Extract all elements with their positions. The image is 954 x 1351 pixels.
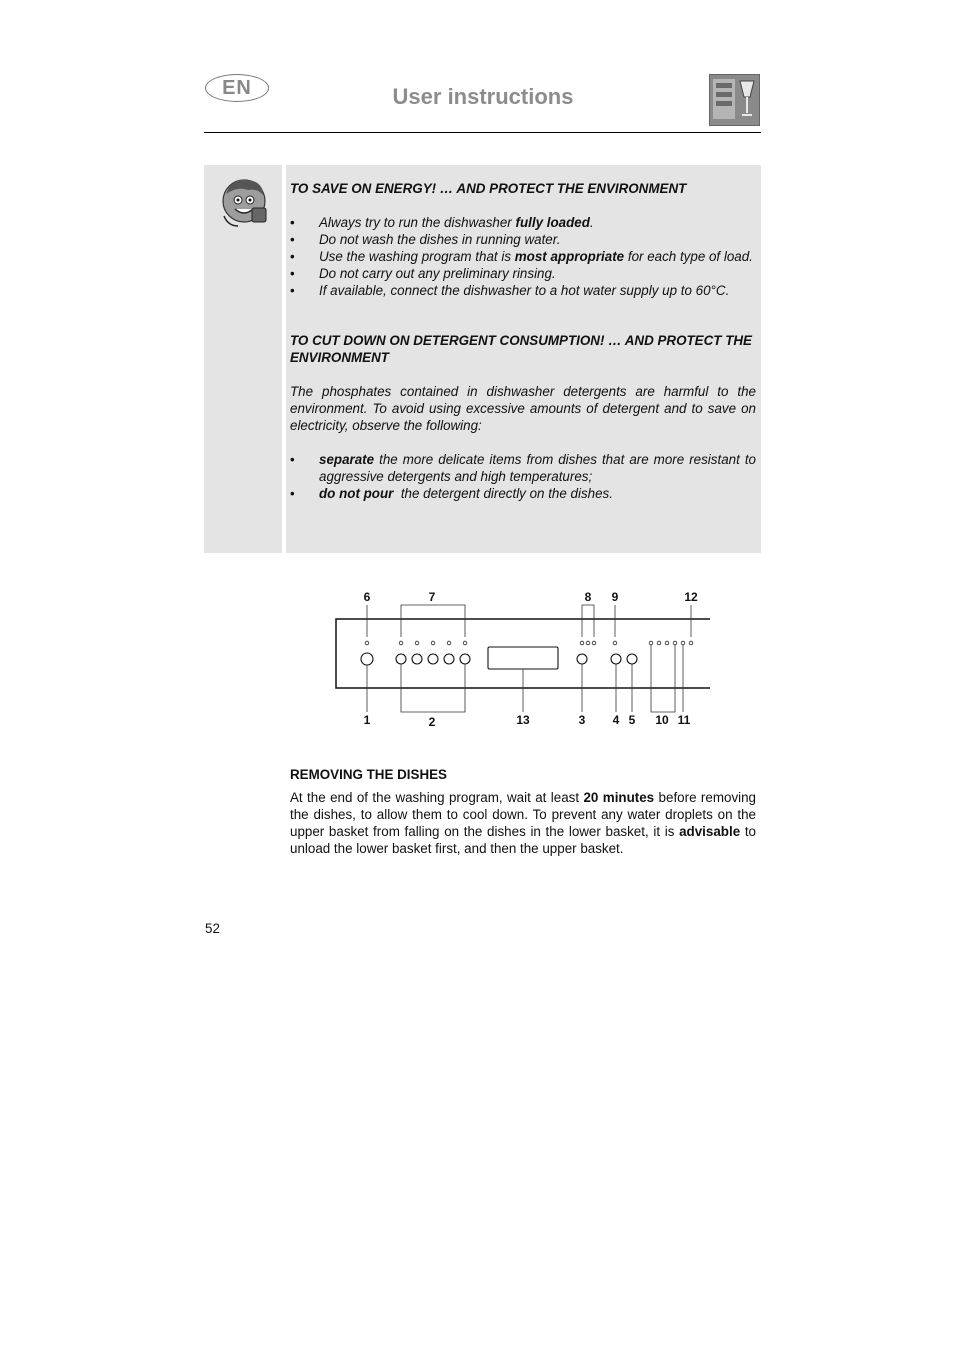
label-5: 5: [628, 713, 636, 727]
led-row-top: [365, 641, 693, 645]
detergent-list: [290, 451, 756, 502]
list-item: • Do not wash the dishes in running water.: [290, 231, 756, 248]
display-window: [488, 647, 558, 669]
removing-dishes-section: [290, 766, 756, 857]
detergent-intro: The phosphates contained in dishwasher detergents are harmful to the environment. To avoid using excessive amounts of detergent and to save on electricity, observe the following:: [290, 384, 756, 433]
label-2: 2: [428, 715, 436, 729]
label-9: 9: [611, 590, 619, 604]
energy-list: [290, 214, 756, 299]
removing-body: At the end of the washing program, wait at least 20 minutes before removing the dishes, to allow them to cool down. To prevent any water droplets on the upper basket from falling on the dishes in the lower basket, it is advisable to unload the lower basket first, and then the upper basket.: [290, 790, 757, 856]
label-11: 11: [677, 713, 691, 727]
label-3: 3: [578, 713, 586, 727]
list-item: • Use the washing program that is most appropriate for each type of load.: [290, 248, 756, 265]
dishwasher-photo-icon: [709, 74, 760, 126]
page-number: 52: [205, 921, 220, 936]
energy-tips-panel: [286, 165, 761, 553]
list-item: • Do not carry out any preliminary rinsing.: [290, 265, 756, 282]
language-badge: EN: [205, 74, 269, 102]
list-item: • do not pour the detergent directly on the dishes.: [290, 485, 756, 502]
control-panel-diagram: [330, 585, 720, 735]
label-10: 10: [655, 713, 669, 727]
list-item: • If available, connect the dishwasher to a hot water supply up to 60°C.: [290, 282, 756, 299]
list-item: • separate the more delicate items from dishes that are more resistant to aggressive detergents and high temperatures;: [290, 451, 756, 485]
top-leaders: [367, 605, 691, 637]
label-12: 12: [684, 590, 698, 604]
label-13: 13: [516, 713, 530, 727]
label-6: 6: [363, 590, 371, 604]
label-8: 8: [584, 590, 592, 604]
page-title: User instructions: [392, 84, 574, 109]
tip-sidebar: [204, 165, 282, 553]
detergent-heading: TO CUT DOWN ON DETERGENT CONSUMPTION! … AND PROTECT THE ENVIRONMENT: [290, 333, 752, 365]
label-1: 1: [363, 713, 371, 727]
label-7: 7: [428, 590, 436, 604]
header-divider: [204, 132, 761, 133]
removing-heading: REMOVING THE DISHES: [290, 767, 447, 782]
label-4: 4: [612, 713, 620, 727]
list-item: • Always try to run the dishwasher fully loaded.: [290, 214, 756, 231]
mascot-icon: [218, 176, 270, 230]
energy-heading: TO SAVE ON ENERGY! … AND PROTECT THE ENVIRONMENT: [290, 181, 687, 196]
